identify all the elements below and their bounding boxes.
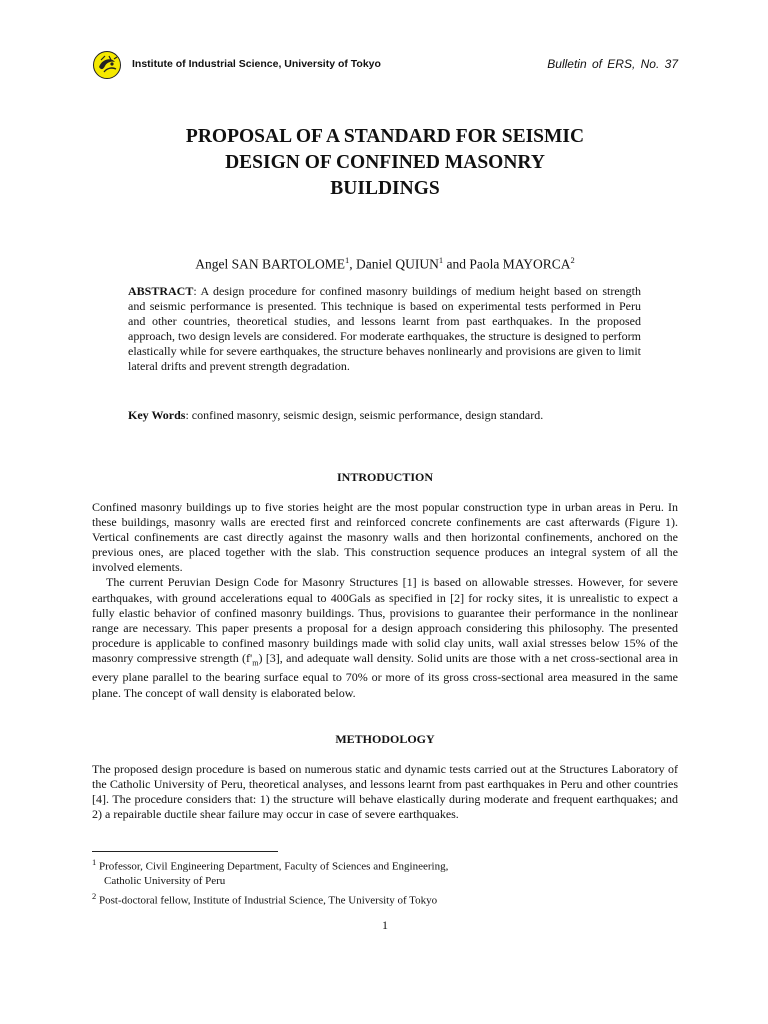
author-separator: , (349, 256, 356, 272)
paragraph: The proposed design procedure is based on numerous static and dynamic tests carried out at the Structures Laboratory of the Catholic University of Peru, theoretical analyses, and lessons learnt from past earthquakes in Peru and other countries [4]. The procedure considers that: 1) the structure will behave elastically during moderate and frequent earthquakes; and 2) a repairable ductile shear failure may occur in case of severe earthquakes. (92, 762, 678, 822)
page-number: 1 (382, 918, 388, 932)
iis-logo-icon (92, 50, 122, 80)
section-heading-methodology: METHODOLOGY (335, 732, 435, 746)
introduction-body (92, 500, 678, 701)
footnote-mark: 1 (92, 857, 97, 867)
author-name: Daniel QUIUN (355, 256, 439, 272)
bulletin-label: Bulletin of ERS, No. 37 (547, 57, 678, 71)
abstract-text: : A design procedure for confined masonry buildings of medium height based on strength and seismic performance is presented. This technique is based on experimental tests performed in Peru and other countries, theoretical studies, and lessons learnt from past earthquakes. In the proposed approach, two design levels are considered. For moderate earthquakes, the structure is designed to perform elastically while for severe earthquakes, the structure behaves nonlinearly and provisions are given to limit lateral drifts and prevent strength degradation. (128, 284, 641, 374)
paragraph (92, 575, 678, 700)
affiliation-mark: 1 (438, 255, 444, 265)
footnote-mark: 2 (92, 890, 97, 901)
abstract-label: ABSTRACT (128, 284, 194, 298)
footnote-text: Post-doctoral fellow, Institute of Industrial Science, The University of Tokyo (96, 894, 438, 907)
title-line: BUILDINGS (330, 178, 440, 199)
keywords-label: Key Words (128, 408, 186, 422)
title-line: PROPOSAL OF A STANDARD FOR SEISMIC (185, 126, 585, 147)
footnote-divider (92, 851, 278, 852)
keywords-text: : confined masonry, seismic design, seismic performance, design standard. (185, 408, 544, 422)
title-line: DESIGN OF CONFINED MASONRY (225, 152, 545, 173)
institute-name: Institute of Industrial Science, University of Tokyo (132, 58, 381, 70)
subscript: m (252, 658, 259, 668)
paper-title (92, 124, 678, 202)
author-name: Paola MAYORCA (469, 256, 571, 272)
methodology-body (92, 762, 678, 822)
footnote-text: Catholic University of Peru (104, 875, 226, 888)
section-heading-introduction: INTRODUCTION (336, 470, 433, 484)
paragraph-text: ) [3], and adequate wall density. Solid units are those with a net cross-sectional area in every plane parallel to the bearing surface equal to 70% or more of its gross cross-sectional area measured in the same plane. The concept of wall density is elaborated below. (92, 650, 679, 700)
author-name: Angel SAN BARTOLOME (195, 256, 345, 272)
footnote (92, 889, 678, 908)
keywords (128, 408, 641, 423)
author-list (92, 255, 678, 273)
paragraph-text: The current Peruvian Design Code for Masonry Structures [1] is based on allowable stresses. However, for severe earthquakes, with ground accelerations equal to 400Gals as specified in [2] for rocky sites, it is unrealistic to expect a fully elastic behavior of confined masonry buildings. Thus, provisions to guarantee their performance in the nonlinear range are necessary. This paper presents a proposal for a design approach considering this philosophy. The presented procedure is applicable to confined masonry buildings made with solid clay units, wall axial stresses below 15% of the masonry compressive strength (f' (92, 575, 678, 665)
affiliation-mark: 2 (570, 255, 575, 265)
page-header (92, 50, 678, 80)
paragraph: Confined masonry buildings up to five stories height are the most popular construction type in urban areas in Peru. In these buildings, masonry walls are erected first and reinforced concrete confinements are cast afterwards (Figure 1). Vertical confinements are cast directly against the masonry walls and then horizontal confinements, anchored on the previous ones, are placed together with the slab. This construction sequence produces an integral system of all the involved elements. (92, 500, 678, 575)
abstract (128, 284, 641, 375)
footnotes (92, 855, 678, 908)
affiliation-mark: 1 (344, 255, 350, 265)
footnote-text: Professor, Civil Engineering Department, Faculty of Sciences and Engineering, (96, 860, 449, 873)
footnote (92, 855, 678, 874)
author-separator: and (443, 256, 470, 272)
